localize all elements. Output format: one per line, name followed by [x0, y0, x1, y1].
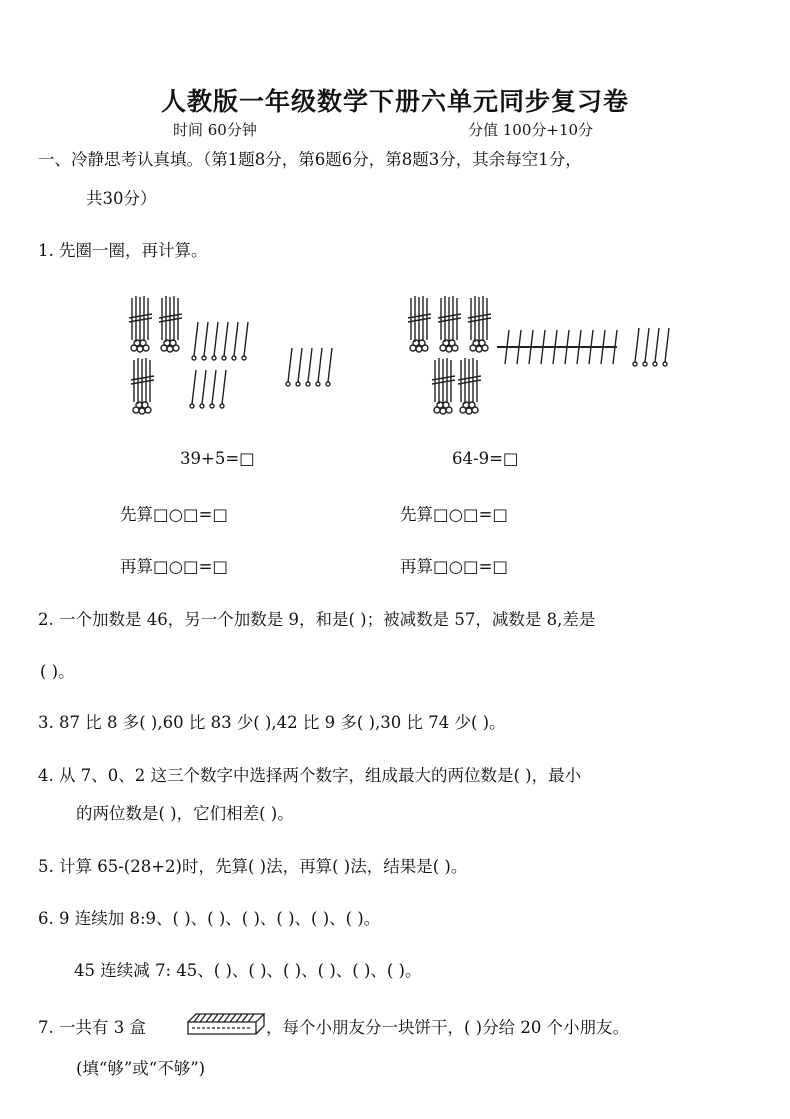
q1-right-step2: 再算□○□=□ — [400, 557, 508, 576]
q6-line1: 6. 9 连续加 8:9、( )、( )、( )、( )、( )、( )。 — [38, 909, 381, 928]
q1-left-step2: 再算□○□=□ — [120, 557, 228, 576]
section-heading-cont: 共30分） — [86, 189, 157, 208]
q7-text-before: 7. 一共有 3 盒 — [38, 1018, 146, 1037]
sticks-illustration-right — [405, 292, 685, 417]
stick-bundle-icon — [408, 296, 431, 352]
q4-line1: 4. 从 7、0、2 这三个数字中选择两个数字，组成最大的两位数是( )，最小 — [38, 766, 582, 785]
q4-line2: 的两位数是( )，它们相差( )。 — [76, 804, 294, 823]
sticks-illustration-left — [126, 292, 356, 417]
q5-line1: 5. 计算 65-(28+2)时，先算( )法，再算( )法，结果是( )。 — [38, 857, 468, 876]
q2-line1: 2. 一个加数是 46，另一个加数是 9，和是( )；被减数是 57，减数是 8,差是 — [38, 610, 596, 629]
stick-bundle-icon — [129, 296, 152, 352]
stick-bundle-icon — [468, 296, 491, 352]
untied-bundle-icon — [497, 330, 617, 364]
q1-right-step1: 先算□○□=□ — [400, 505, 508, 524]
q1-prompt: 1. 先圈一圈，再计算。 — [38, 241, 208, 260]
q6-line2: 45 连续减 7: 45、( )、( )、( )、( )、( )、( )。 — [74, 961, 422, 980]
loose-sticks-icon — [633, 328, 669, 366]
page-title: 人教版一年级数学下册六单元同步复习卷 — [160, 87, 629, 116]
q3-line1: 3. 87 比 8 多( ),60 比 83 少( ),42 比 9 多( ),30 比 74 少( )。 — [38, 713, 506, 732]
biscuit-box-icon — [186, 1008, 266, 1038]
loose-sticks-icon — [192, 322, 248, 360]
q1-right-equation: 64-9=□ — [452, 449, 519, 468]
exam-score: 分值 100分+10分 — [468, 121, 594, 139]
section-heading: 一、冷静思考认真填。（第1题8分，第6题6分，第8题3分，其余每空1分， — [38, 150, 582, 169]
stick-bundle-icon — [159, 296, 182, 352]
exam-time: 时间 60分钟 — [173, 121, 257, 139]
stick-bundle-icon — [458, 358, 481, 414]
q2-line2: ( )。 — [40, 662, 75, 681]
stick-bundle-icon — [131, 358, 154, 414]
loose-sticks-icon — [286, 348, 332, 386]
q7-text-after: ，每个小朋友分一块饼干，( )分给 20 个小朋友。 — [266, 1018, 630, 1037]
loose-sticks-icon — [190, 370, 226, 408]
q1-left-equation: 39+5=□ — [180, 449, 255, 468]
stick-bundle-icon — [432, 358, 455, 414]
q1-left-step1: 先算□○□=□ — [120, 505, 228, 524]
q7-line2: (填“够”或“不够”) — [76, 1059, 206, 1078]
stick-bundle-icon — [438, 296, 461, 352]
